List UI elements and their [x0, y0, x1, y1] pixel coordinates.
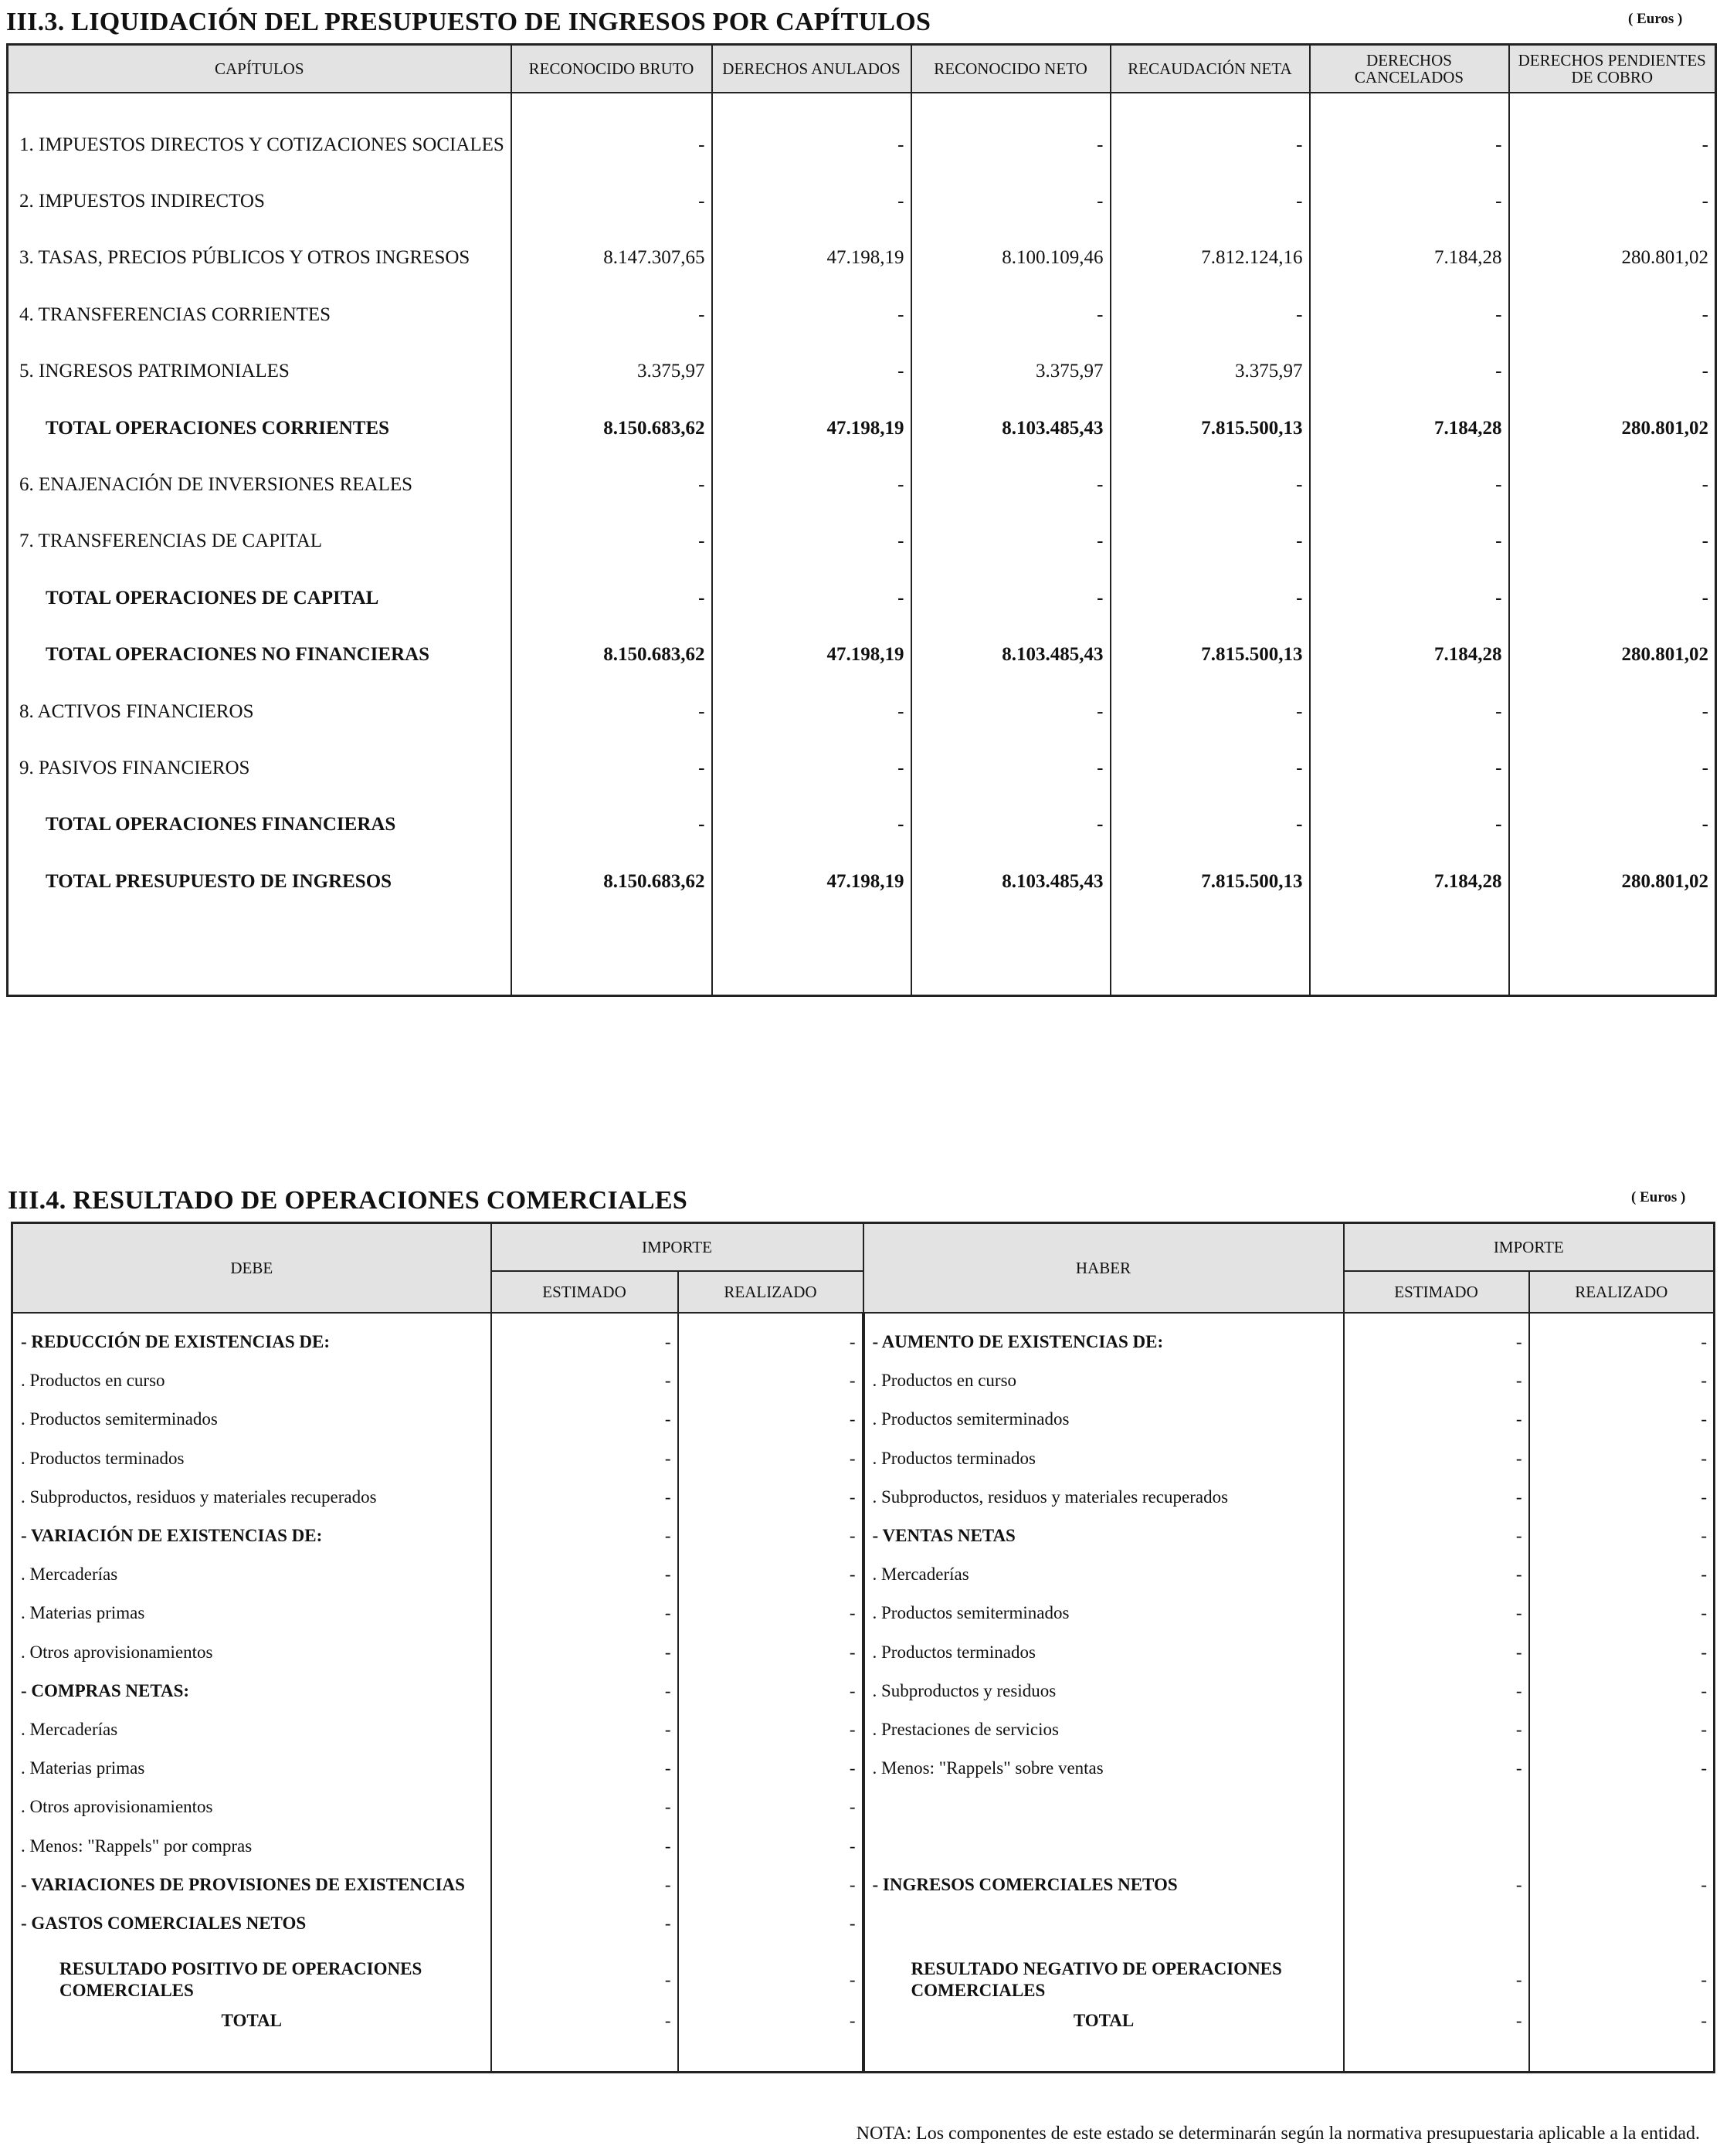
cell-value: -	[1111, 173, 1310, 229]
cell-value: -	[1509, 344, 1716, 400]
column-header-derechos-pendientes: DERECHOS PENDIENTES DE COBRO	[1509, 45, 1716, 93]
cell-value: -	[1111, 514, 1310, 570]
haber-estimado-value: -	[1344, 1555, 1529, 1594]
empty-cell	[1529, 1943, 1715, 1958]
table-row	[12, 1633, 1715, 1672]
cell-value: -	[911, 456, 1111, 513]
haber-total-label: TOTAL	[863, 2002, 1344, 2040]
debe-realizado-value: -	[678, 1788, 863, 1826]
debe-estimado-value: -	[491, 1478, 678, 1517]
total-haber-realizado: -	[1529, 2002, 1715, 2040]
empty-cell	[12, 1943, 491, 1958]
table-row	[8, 456, 1716, 513]
debe-label: . Mercaderías	[12, 1710, 491, 1749]
debe-label: . Subproductos, residuos y materiales recuperados	[12, 1478, 491, 1517]
cell-value: 8.150.683,62	[511, 853, 712, 910]
cell-value: -	[1310, 797, 1509, 853]
cell-value: -	[712, 344, 911, 400]
row-label: 3. TASAS, PRECIOS PÚBLICOS Y OTROS INGRESOS	[8, 230, 511, 286]
cell-value: -	[1111, 456, 1310, 513]
empty-cell	[678, 1943, 863, 1958]
cell-value: 7.812.124,16	[1111, 230, 1310, 286]
cell-value: 280.801,02	[1509, 627, 1716, 683]
table-row	[12, 1710, 1715, 1749]
debe-estimado-value: -	[491, 1788, 678, 1826]
debe-realizado-value: -	[678, 1517, 863, 1555]
table-row	[8, 570, 1716, 626]
debe-realizado-value: -	[678, 1313, 863, 1361]
cell-value: -	[1509, 286, 1716, 343]
debe-realizado-header: REALIZADO	[678, 1271, 863, 1313]
haber-realizado-value: -	[1529, 1594, 1715, 1632]
empty-cell	[1310, 910, 1509, 996]
total-haber-estimado: -	[1344, 2002, 1529, 2040]
debe-label: . Productos terminados	[12, 1439, 491, 1478]
empty-cell	[1529, 2040, 1715, 2073]
section1-units: ( Euros )	[1628, 11, 1683, 27]
row-label: 7. TRANSFERENCIAS DE CAPITAL	[8, 514, 511, 570]
cell-value: -	[911, 570, 1111, 626]
cell-value: -	[1111, 740, 1310, 796]
cell-value: 3.375,97	[1111, 344, 1310, 400]
table-row	[12, 1904, 1715, 1943]
debe-label: . Menos: "Rappels" por compras	[12, 1826, 491, 1865]
cell-value: 280.801,02	[1509, 400, 1716, 456]
debe-label: . Materias primas	[12, 1749, 491, 1788]
haber-estimado-value: -	[1344, 1594, 1529, 1632]
cell-value: 8.100.109,46	[911, 230, 1111, 286]
cell-value: 7.184,28	[1310, 853, 1509, 910]
table-row	[12, 1439, 1715, 1478]
haber-importe-header: IMPORTE	[1344, 1223, 1715, 1272]
debe-estimado-value: -	[491, 1866, 678, 1904]
empty-cell	[1344, 1943, 1529, 1958]
section1-title: III.3. LIQUIDACIÓN DEL PRESUPUESTO DE INGRESOS POR CAPÍTULOS	[6, 8, 931, 36]
empty-cell	[911, 910, 1111, 996]
table-row	[8, 344, 1716, 400]
cell-value: -	[1111, 93, 1310, 173]
haber-label	[863, 1788, 1344, 1826]
cell-value: -	[712, 286, 911, 343]
cell-value: -	[1509, 797, 1716, 853]
haber-estimado-value	[1344, 1826, 1529, 1865]
cell-value: -	[1111, 683, 1310, 740]
haber-label: . Productos semiterminados	[863, 1400, 1344, 1439]
table-row	[8, 853, 1716, 910]
cell-value: -	[511, 740, 712, 796]
cell-value: -	[911, 173, 1111, 229]
row-label: TOTAL OPERACIONES FINANCIERAS	[8, 797, 511, 853]
debe-estimado-value: -	[491, 1749, 678, 1788]
haber-estimado-value: -	[1344, 1439, 1529, 1478]
haber-label: . Productos terminados	[863, 1439, 1344, 1478]
debe-label: - COMPRAS NETAS:	[12, 1672, 491, 1710]
debe-realizado-value: -	[678, 1710, 863, 1749]
row-label: TOTAL PRESUPUESTO DE INGRESOS	[8, 853, 511, 910]
debe-realizado-value: -	[678, 1555, 863, 1594]
cell-value: -	[911, 93, 1111, 173]
column-header-reconocido-neto: RECONOCIDO NETO	[911, 45, 1111, 93]
debe-total-label: TOTAL	[12, 2002, 491, 2040]
column-header-derechos-anulados: DERECHOS ANULADOS	[712, 45, 911, 93]
haber-estimado-value: -	[1344, 1517, 1529, 1555]
cell-value: -	[1111, 797, 1310, 853]
haber-realizado-value	[1529, 1826, 1715, 1865]
table-row	[12, 1672, 1715, 1710]
cell-value: -	[1509, 570, 1716, 626]
haber-label: . Productos terminados	[863, 1633, 1344, 1672]
column-header-recaudacion-neta: RECAUDACIÓN NETA	[1111, 45, 1310, 93]
cell-value: -	[1310, 344, 1509, 400]
row-label: 8. ACTIVOS FINANCIEROS	[8, 683, 511, 740]
cell-value: -	[1310, 514, 1509, 570]
cell-value: -	[511, 570, 712, 626]
cell-value: -	[911, 286, 1111, 343]
debe-realizado-value: -	[678, 1749, 863, 1788]
haber-realizado-value: -	[1529, 1400, 1715, 1439]
cell-value: -	[1310, 740, 1509, 796]
haber-estimado-value: -	[1344, 1749, 1529, 1788]
haber-realizado-value: -	[1529, 1555, 1715, 1594]
cell-value: -	[1509, 740, 1716, 796]
debe-estimado-value: -	[491, 1904, 678, 1943]
debe-estimado-header: ESTIMADO	[491, 1271, 678, 1313]
debe-estimado-value: -	[491, 1361, 678, 1400]
table-header-row	[8, 45, 1716, 93]
debe-estimado-value: -	[491, 1439, 678, 1478]
total-debe-estimado: -	[491, 2002, 678, 2040]
cell-value: -	[1111, 286, 1310, 343]
haber-estimado-header: ESTIMADO	[1344, 1271, 1529, 1313]
debe-label: - VARIACIONES DE PROVISIONES DE EXISTENCIAS	[12, 1866, 491, 1904]
haber-label: . Prestaciones de servicios	[863, 1710, 1344, 1749]
table-row	[12, 1555, 1715, 1594]
cell-value: 280.801,02	[1509, 230, 1716, 286]
result-haber-realizado: -	[1529, 1958, 1715, 2002]
debe-estimado-value: -	[491, 1710, 678, 1749]
cell-value: -	[1509, 456, 1716, 513]
total-debe-realizado: -	[678, 2002, 863, 2040]
haber-realizado-value: -	[1529, 1633, 1715, 1672]
footnote: NOTA: Los componentes de este estado se determinarán según la normativa presupuestaria aplicable a la entidad.	[856, 2124, 1700, 2144]
cell-value: 8.150.683,62	[511, 627, 712, 683]
haber-label: - INGRESOS COMERCIALES NETOS	[863, 1866, 1344, 1904]
empty-cell	[8, 910, 511, 996]
row-label: 5. INGRESOS PATRIMONIALES	[8, 344, 511, 400]
debe-estimado-value: -	[491, 1594, 678, 1632]
table-row	[8, 230, 1716, 286]
cell-value: -	[1310, 683, 1509, 740]
table-row	[12, 1788, 1715, 1826]
haber-realizado-value: -	[1529, 1517, 1715, 1555]
cell-value: -	[712, 173, 911, 229]
cell-value: -	[911, 683, 1111, 740]
debe-estimado-value: -	[491, 1672, 678, 1710]
cell-value: -	[1509, 514, 1716, 570]
debe-label: . Mercaderías	[12, 1555, 491, 1594]
cell-value: -	[911, 514, 1111, 570]
debe-estimado-value: -	[491, 1400, 678, 1439]
table-row	[8, 740, 1716, 796]
cell-value: 8.103.485,43	[911, 627, 1111, 683]
result-row	[12, 1958, 1715, 2002]
haber-realizado-header: REALIZADO	[1529, 1271, 1715, 1313]
cell-value: 8.150.683,62	[511, 400, 712, 456]
debe-label: . Productos semiterminados	[12, 1400, 491, 1439]
debe-realizado-value: -	[678, 1478, 863, 1517]
cell-value: 47.198,19	[712, 627, 911, 683]
haber-realizado-value: -	[1529, 1478, 1715, 1517]
cell-value: -	[1310, 286, 1509, 343]
cell-value: 7.815.500,13	[1111, 627, 1310, 683]
debe-realizado-value: -	[678, 1672, 863, 1710]
cell-value: 3.375,97	[911, 344, 1111, 400]
empty-cell	[511, 910, 712, 996]
empty-cell	[1111, 910, 1310, 996]
haber-label	[863, 1826, 1344, 1865]
table-row	[8, 514, 1716, 570]
cell-value: -	[511, 93, 712, 173]
cell-value: -	[511, 797, 712, 853]
cell-value: -	[1310, 570, 1509, 626]
row-label: 2. IMPUESTOS INDIRECTOS	[8, 173, 511, 229]
haber-realizado-value: -	[1529, 1672, 1715, 1710]
cell-value: -	[712, 683, 911, 740]
haber-estimado-value: -	[1344, 1361, 1529, 1400]
debe-estimado-value: -	[491, 1555, 678, 1594]
row-label: 4. TRANSFERENCIAS CORRIENTES	[8, 286, 511, 343]
debe-label: . Materias primas	[12, 1594, 491, 1632]
debe-header: DEBE	[12, 1223, 491, 1314]
cell-value: 47.198,19	[712, 853, 911, 910]
cell-value: -	[1111, 570, 1310, 626]
empty-cell	[678, 2040, 863, 2073]
section2-title: III.4. RESULTADO DE OPERACIONES COMERCIALES	[8, 1186, 688, 1215]
cell-value: 7.184,28	[1310, 230, 1509, 286]
cell-value: -	[511, 286, 712, 343]
debe-realizado-value: -	[678, 1439, 863, 1478]
debe-realizado-value: -	[678, 1826, 863, 1865]
haber-header: HABER	[863, 1223, 1344, 1314]
empty-cell	[712, 910, 911, 996]
row-label: TOTAL OPERACIONES CORRIENTES	[8, 400, 511, 456]
haber-label: . Mercaderías	[863, 1555, 1344, 1594]
haber-realizado-value: -	[1529, 1866, 1715, 1904]
haber-realizado-value: -	[1529, 1749, 1715, 1788]
cell-value: 47.198,19	[712, 230, 911, 286]
empty-cell	[491, 1943, 678, 1958]
cell-value: 7.184,28	[1310, 627, 1509, 683]
cell-value: -	[712, 740, 911, 796]
row-label: TOTAL OPERACIONES NO FINANCIERAS	[8, 627, 511, 683]
cell-value: 280.801,02	[1509, 853, 1716, 910]
haber-label: . Productos en curso	[863, 1361, 1344, 1400]
cell-value: -	[1310, 173, 1509, 229]
table-row	[12, 1361, 1715, 1400]
table-row	[8, 627, 1716, 683]
table-row	[8, 286, 1716, 343]
debe-label: - REDUCCIÓN DE EXISTENCIAS DE:	[12, 1313, 491, 1361]
empty-cell	[1344, 2040, 1529, 2073]
cell-value: 3.375,97	[511, 344, 712, 400]
result-debe-estimado: -	[491, 1958, 678, 2002]
haber-estimado-value: -	[1344, 1710, 1529, 1749]
cell-value: -	[712, 456, 911, 513]
debe-realizado-value: -	[678, 1594, 863, 1632]
cell-value: -	[511, 456, 712, 513]
empty-cell	[1509, 910, 1716, 996]
cell-value: 7.184,28	[1310, 400, 1509, 456]
debe-label: . Otros aprovisionamientos	[12, 1788, 491, 1826]
haber-label: . Subproductos y residuos	[863, 1672, 1344, 1710]
cell-value: -	[511, 683, 712, 740]
commercial-operations-table	[11, 1222, 1715, 2073]
result-haber-estimado: -	[1344, 1958, 1529, 2002]
table-row	[8, 797, 1716, 853]
cell-value: -	[1310, 93, 1509, 173]
cell-value: -	[1509, 683, 1716, 740]
debe-estimado-value: -	[491, 1826, 678, 1865]
row-label: 9. PASIVOS FINANCIEROS	[8, 740, 511, 796]
section2-units: ( Euros )	[1631, 1189, 1686, 1205]
empty-cell	[491, 2040, 678, 2073]
empty-cell	[863, 2040, 1344, 2073]
haber-estimado-value: -	[1344, 1672, 1529, 1710]
cell-value: 8.147.307,65	[511, 230, 712, 286]
cell-value: 47.198,19	[712, 400, 911, 456]
table-row	[12, 1400, 1715, 1439]
debe-realizado-value: -	[678, 1361, 863, 1400]
haber-estimado-value: -	[1344, 1313, 1529, 1361]
haber-label: . Subproductos, residuos y materiales recuperados	[863, 1478, 1344, 1517]
debe-realizado-value: -	[678, 1904, 863, 1943]
haber-realizado-value: -	[1529, 1313, 1715, 1361]
result-negative-label: RESULTADO NEGATIVO DE OPERACIONES COMERCIALES	[863, 1958, 1344, 2002]
haber-realizado-value: -	[1529, 1361, 1715, 1400]
result-debe-realizado: -	[678, 1958, 863, 2002]
haber-label: - VENTAS NETAS	[863, 1517, 1344, 1555]
debe-estimado-value: -	[491, 1633, 678, 1672]
debe-estimado-value: -	[491, 1517, 678, 1555]
debe-label: - VARIACIÓN DE EXISTENCIAS DE:	[12, 1517, 491, 1555]
cell-value: 8.103.485,43	[911, 853, 1111, 910]
haber-label	[863, 1904, 1344, 1943]
haber-realizado-value	[1529, 1904, 1715, 1943]
debe-importe-header: IMPORTE	[491, 1223, 863, 1272]
haber-estimado-value	[1344, 1788, 1529, 1826]
cell-value: -	[511, 514, 712, 570]
haber-estimado-value: -	[1344, 1866, 1529, 1904]
haber-label: . Productos semiterminados	[863, 1594, 1344, 1632]
debe-realizado-value: -	[678, 1866, 863, 1904]
debe-label: . Otros aprovisionamientos	[12, 1633, 491, 1672]
row-label: TOTAL OPERACIONES DE CAPITAL	[8, 570, 511, 626]
debe-realizado-value: -	[678, 1400, 863, 1439]
debe-label: . Productos en curso	[12, 1361, 491, 1400]
row-label: 1. IMPUESTOS DIRECTOS Y COTIZACIONES SOCIALES	[8, 93, 511, 173]
budget-income-table	[6, 43, 1717, 997]
debe-label: - GASTOS COMERCIALES NETOS	[12, 1904, 491, 1943]
cell-value: 7.815.500,13	[1111, 853, 1310, 910]
cell-value: -	[1310, 456, 1509, 513]
debe-realizado-value: -	[678, 1633, 863, 1672]
haber-label: . Menos: "Rappels" sobre ventas	[863, 1749, 1344, 1788]
haber-estimado-value: -	[1344, 1633, 1529, 1672]
table-row	[12, 1594, 1715, 1632]
result-positive-label: RESULTADO POSITIVO DE OPERACIONES COMERCIALES	[12, 1958, 491, 2002]
cell-value: -	[1509, 93, 1716, 173]
table-row	[12, 1749, 1715, 1788]
cell-value: -	[712, 514, 911, 570]
table-row	[8, 173, 1716, 229]
total-row	[12, 2002, 1715, 2040]
table-row	[8, 400, 1716, 456]
table-row	[12, 1313, 1715, 1361]
table-row	[8, 93, 1716, 173]
haber-realizado-value: -	[1529, 1439, 1715, 1478]
row-label: 6. ENAJENACIÓN DE INVERSIONES REALES	[8, 456, 511, 513]
haber-estimado-value	[1344, 1904, 1529, 1943]
table-row	[12, 1517, 1715, 1555]
table-row	[12, 1866, 1715, 1904]
cell-value: -	[1509, 173, 1716, 229]
cell-value: 8.103.485,43	[911, 400, 1111, 456]
column-header-reconocido-bruto: RECONOCIDO BRUTO	[511, 45, 712, 93]
haber-realizado-value	[1529, 1788, 1715, 1826]
cell-value: -	[712, 797, 911, 853]
empty-cell	[12, 2040, 491, 2073]
table-row	[8, 683, 1716, 740]
cell-value: -	[712, 93, 911, 173]
haber-estimado-value: -	[1344, 1478, 1529, 1517]
cell-value: -	[911, 797, 1111, 853]
haber-realizado-value: -	[1529, 1710, 1715, 1749]
cell-value: -	[712, 570, 911, 626]
table-row	[12, 1478, 1715, 1517]
cell-value: -	[911, 740, 1111, 796]
haber-label: - AUMENTO DE EXISTENCIAS DE:	[863, 1313, 1344, 1361]
column-header-capitulos: CAPÍTULOS	[8, 45, 511, 93]
table-row	[12, 1826, 1715, 1865]
cell-value: 7.815.500,13	[1111, 400, 1310, 456]
column-header-derechos-cancelados: DERECHOS CANCELADOS	[1310, 45, 1509, 93]
empty-cell	[863, 1943, 1344, 1958]
cell-value: -	[511, 173, 712, 229]
debe-estimado-value: -	[491, 1313, 678, 1361]
haber-estimado-value: -	[1344, 1400, 1529, 1439]
